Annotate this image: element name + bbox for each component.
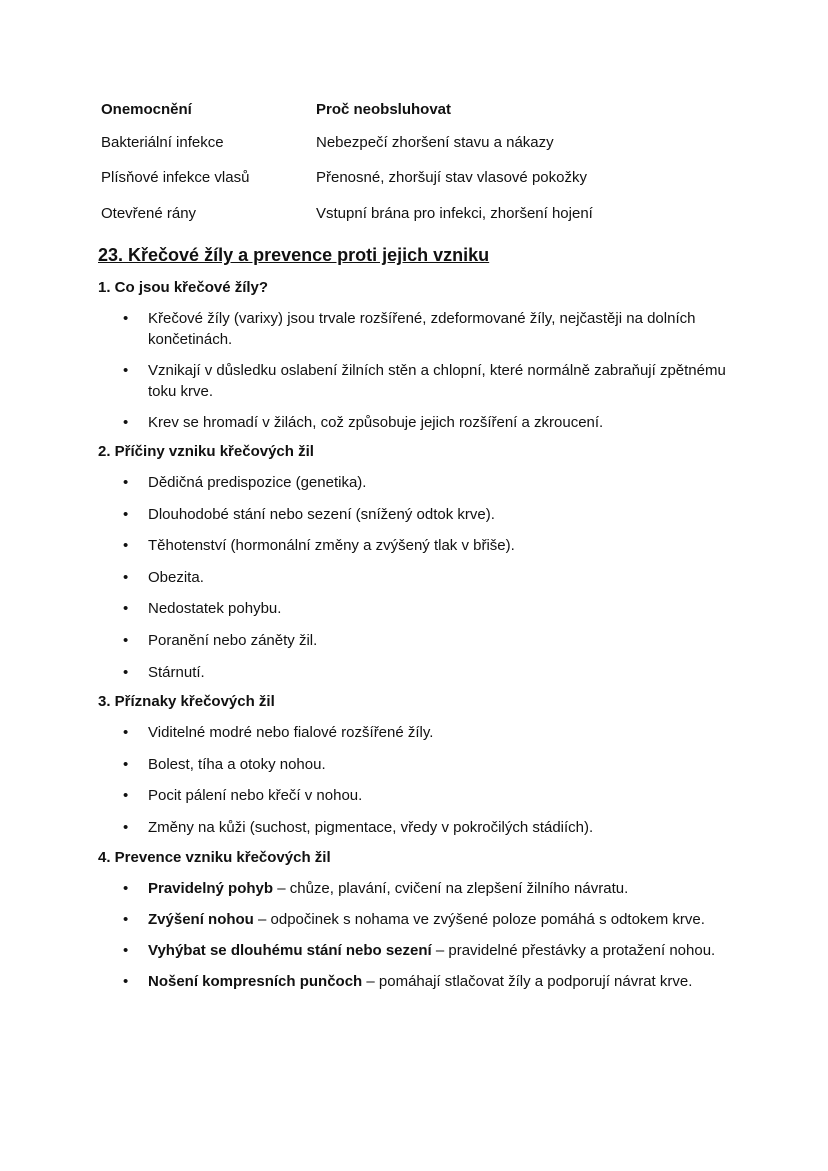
list-item: • Stárnutí. bbox=[98, 662, 758, 683]
table-header-cell: Onemocnění bbox=[101, 101, 192, 118]
subsection-heading: 3. Příznaky křečových žil bbox=[98, 693, 275, 711]
bullet-list bbox=[98, 878, 758, 992]
table-cell: Plísňové infekce vlasů bbox=[101, 169, 250, 187]
table-row bbox=[101, 161, 741, 197]
table-cell: Otevřené rány bbox=[101, 204, 197, 222]
table-cell: Přenosné, zhoršují stav vlasové pokožky bbox=[316, 169, 587, 187]
list-item: • Nedostatek pohybu. bbox=[98, 598, 758, 619]
list-item: • Těhotenství (hormonální změny a zvýšený tlak v břiše). bbox=[98, 535, 758, 556]
item-text: – odpočinek s nohama ve zvýšené poloze pomáhá s odtokem krve. bbox=[253, 910, 705, 928]
bullet-list bbox=[98, 308, 758, 433]
list-item: • Poranění nebo záněty žil. bbox=[98, 630, 758, 651]
item-term: Zvýšení nohou bbox=[148, 910, 254, 928]
list-item: • Krev se hromadí v žilách, což způsobuje jejich rozšíření a zkroucení. bbox=[98, 412, 758, 433]
list-item bbox=[98, 878, 758, 899]
list-item: • Křečové žíly (varixy) jsou trvale rozšířené, zdeformované žíly, nejčastěji na dolních končetinách. bbox=[98, 308, 758, 350]
table-header-row bbox=[101, 101, 741, 123]
section-content bbox=[98, 278, 758, 1002]
list-item: • Změny na kůži (suchost, pigmentace, vředy v pokročilých stádiích). bbox=[98, 817, 758, 838]
subsection-heading: 4. Prevence vzniku křečových žil bbox=[98, 848, 331, 866]
table-row bbox=[101, 196, 741, 232]
list-item: • Bolest, tíha a otoky nohou. bbox=[98, 754, 758, 775]
list-item: • Pocit pálení nebo křečí v nohou. bbox=[98, 785, 758, 806]
bullet-list bbox=[98, 722, 758, 838]
contraindication-table bbox=[101, 101, 741, 232]
item-text: – pomáhají stlačovat žíly a podporují návrat krve. bbox=[362, 972, 693, 990]
table-cell: Bakteriální infekce bbox=[101, 133, 224, 151]
list-item: • Dědičná predispozice (genetika). bbox=[98, 472, 758, 493]
table-header-cell: Proč neobsluhovat bbox=[316, 101, 452, 118]
list-item: • Obezita. bbox=[98, 567, 758, 588]
item-term: Nošení kompresních punčoch bbox=[148, 972, 363, 990]
list-item bbox=[98, 909, 758, 930]
list-item bbox=[98, 940, 758, 961]
section-title: 23. Křečové žíly a prevence proti jejich vzniku bbox=[98, 245, 490, 265]
list-item bbox=[98, 971, 758, 992]
list-item: • Dlouhodobé stání nebo sezení (snížený odtok krve). bbox=[98, 504, 758, 525]
subsection-heading: 2. Příčiny vzniku křečových žil bbox=[98, 443, 314, 460]
list-item: • Viditelné modré nebo fialové rozšířené žíly. bbox=[98, 722, 758, 743]
table-row bbox=[101, 123, 741, 161]
table-cell: Nebezpečí zhoršení stavu a nákazy bbox=[316, 133, 554, 151]
item-text: – pravidelné přestávky a protažení nohou. bbox=[431, 941, 716, 959]
list-item: • Vznikají v důsledku oslabení žilních stěn a chlopní, které normálně zabraňují zpětnému toku krve. bbox=[98, 360, 758, 402]
item-text: – chůze, plavání, cvičení na zlepšení žilního návratu. bbox=[273, 879, 629, 897]
subsection-heading: 1. Co jsou křečové žíly? bbox=[98, 279, 269, 296]
table-cell: Vstupní brána pro infekci, zhoršení hojení bbox=[316, 204, 593, 222]
item-term: Pravidelný pohyb bbox=[148, 879, 274, 897]
item-term: Vyhýbat se dlouhému stání nebo sezení bbox=[148, 941, 432, 959]
bullet-list bbox=[98, 472, 758, 683]
